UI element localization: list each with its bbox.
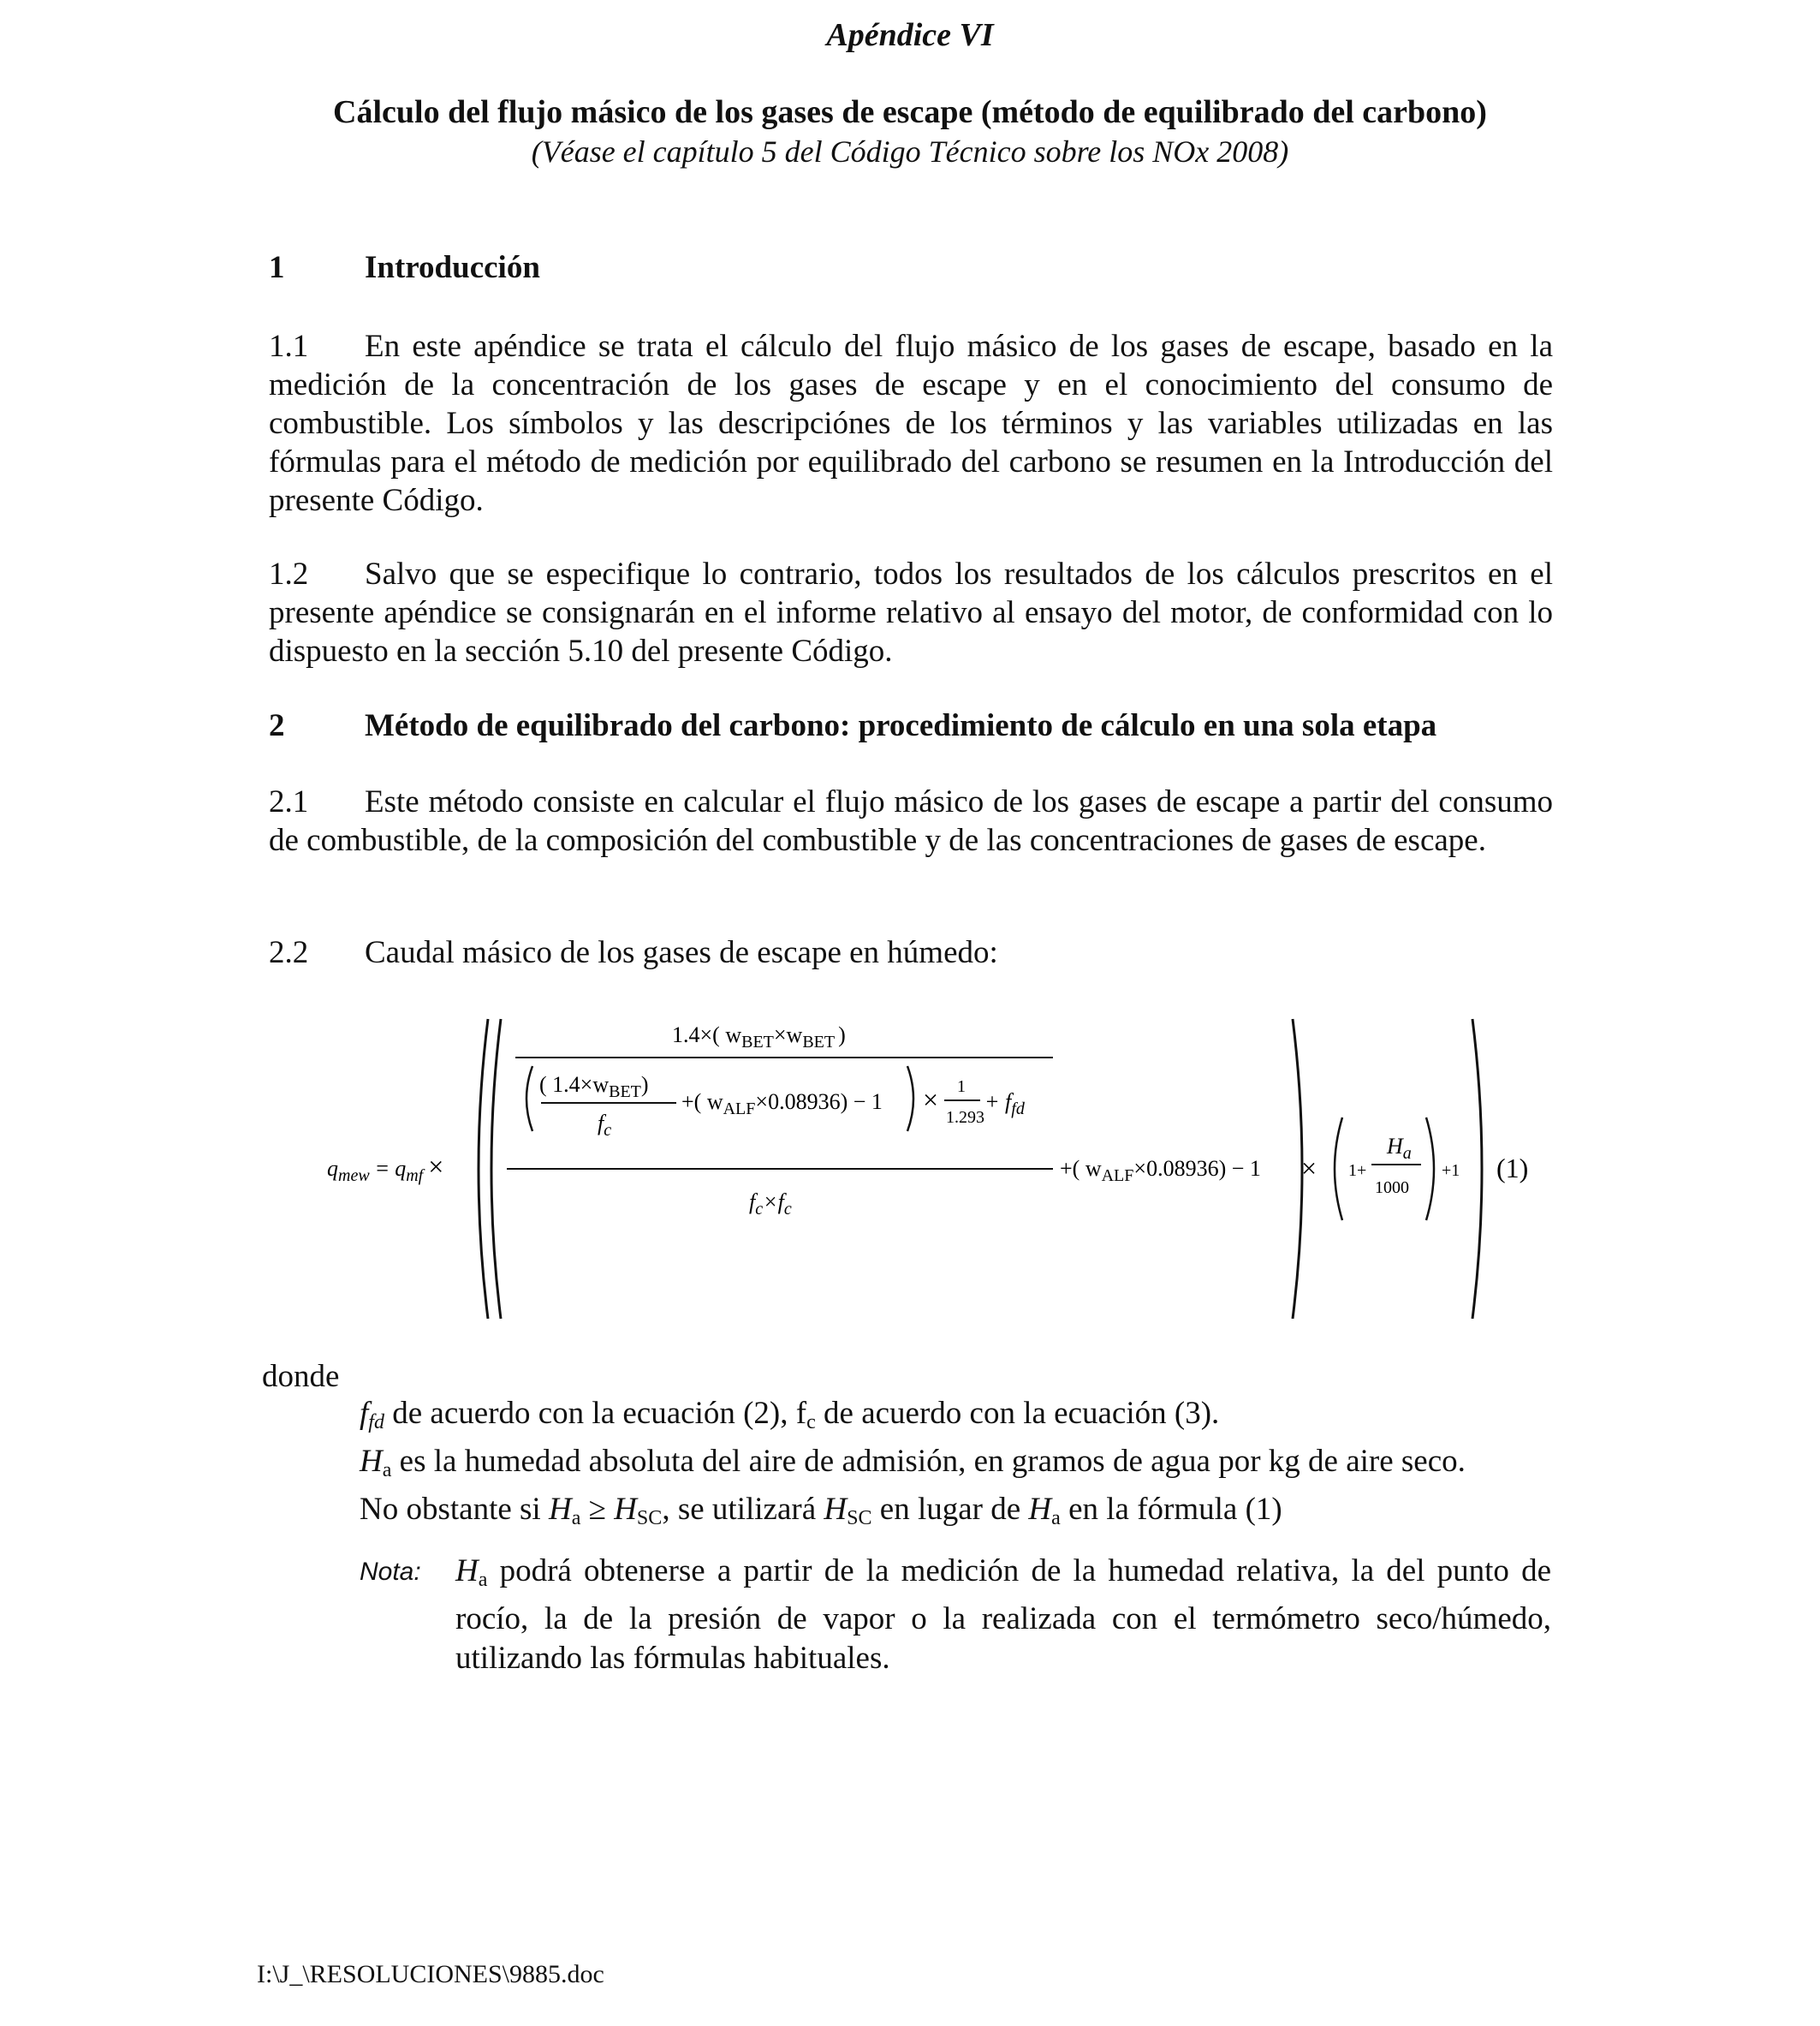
definition-ha: $H_a$ es la humedad absoluta del aire de admisión, en gramos de agua por kg de aire seco. bbox=[360, 1444, 1466, 1481]
inner-fc: $f_c$ bbox=[598, 1111, 612, 1140]
section-2-number: 2 bbox=[269, 708, 285, 743]
inner-left-paren bbox=[491, 1019, 501, 1319]
section-1-heading bbox=[269, 248, 540, 287]
document-heading: Cálculo del flujo másico de los gases de escape (método de equilibrado del carbono) bbox=[333, 94, 1487, 130]
paragraph-number: 2.1 bbox=[269, 784, 309, 819]
bottom-denominator: $f_c\times f_c$ bbox=[749, 1189, 792, 1219]
document-subheading: (Véase el capítulo 5 del Código Técnico sobre los NOx 2008) bbox=[531, 134, 1289, 169]
paragraph-1-1 bbox=[269, 327, 1553, 520]
plus-one: +1 bbox=[1442, 1161, 1460, 1180]
inner-paren-right bbox=[907, 1066, 913, 1131]
formula-lhs: $q_{mew} = q_{mf}$ × bbox=[327, 1151, 445, 1185]
paragraph-text: Caudal másico de los gases de escape en húmedo: bbox=[365, 935, 998, 970]
outer-alf-term: +( $w_{ALF}\times 0.08936) - 1$ bbox=[1060, 1156, 1261, 1185]
section-2-title: Método de equilibrado del carbono: procedimiento de cálculo en una sola etapa bbox=[365, 708, 1437, 743]
inner-times: × bbox=[923, 1084, 939, 1115]
outer-left-paren bbox=[479, 1019, 488, 1319]
paragraph-text: En este apéndice se trata el cálculo del flujo másico de los gases de escape, basado en la medición de la concentración de los gases de escape y en el conocimiento del consumo de combustible. Los símbolos y las descripciónes de los términos y las variables utilizadas en las fórmulas para el método de medición por equilibrado del carbono se resumen en la Introducción del presente Código. bbox=[269, 329, 1553, 518]
inner-one: 1 bbox=[957, 1077, 966, 1096]
outer-times: × bbox=[1301, 1153, 1317, 1183]
humidity-one-plus: 1+ bbox=[1348, 1161, 1367, 1180]
paragraph-2-1 bbox=[269, 783, 1553, 860]
note-label: Nota: bbox=[360, 1558, 421, 1586]
top-numerator: 1.4×( $w_{BET}\times w_{BET}$ ) bbox=[672, 1022, 846, 1052]
section-1-number: 1 bbox=[269, 250, 285, 285]
inner-paren-left bbox=[526, 1066, 532, 1131]
definition-hsc: No obstante si $H_a \ge H_{SC}$, se utilizará $H_{SC}$ en lugar de $H_a$ en la fórmula (1) bbox=[360, 1492, 1282, 1529]
humidity-1000: 1000 bbox=[1375, 1178, 1409, 1197]
inner-numerator: ( $1.4\times w_{BET}$) bbox=[539, 1072, 649, 1101]
appendix-title: Apéndice VI bbox=[826, 17, 994, 53]
big-right-paren-2 bbox=[1472, 1019, 1482, 1319]
section-2-heading bbox=[269, 706, 1436, 745]
section-1-title: Introducción bbox=[365, 250, 540, 285]
humidity-ha: $H_a$ bbox=[1387, 1134, 1412, 1163]
inner-alf-term: +( $w_{ALF}\times 0.08936) - 1$ bbox=[681, 1089, 883, 1118]
equation-number: (1) bbox=[1496, 1153, 1529, 1183]
paragraph-text: Salvo que se especifique lo contrario, todos los resultados de los cálculos prescritos en el presente apéndice se consignarán en el informe relativo al ensayo del motor, de conformidad con lo dispuesto en la sección 5.10 del presente Código. bbox=[269, 557, 1553, 669]
note-text: $H_a$ podrá obtenerse a partir de la medición de la humedad relativa, la del punto de rocío, la de la presión de vapor o la realizada con el termómetro seco/húmedo, utilizando las fórmulas habituales. bbox=[455, 1553, 1551, 1676]
paragraph-text: Este método consiste en calcular el flujo másico de los gases de escape a partir del consumo de combustible, de la composición del combustible y de las concentraciones de gases de escape. bbox=[269, 784, 1553, 858]
where-definitions bbox=[360, 1394, 1558, 1538]
humidity-paren-right bbox=[1426, 1117, 1434, 1220]
inner-ffd: + $f_{fd}$ bbox=[984, 1089, 1025, 1118]
paragraph-1-2 bbox=[269, 555, 1553, 670]
formula-1 bbox=[317, 1006, 1549, 1332]
paragraph-2-2 bbox=[269, 933, 1553, 972]
paragraph-number: 1.2 bbox=[269, 557, 309, 592]
inner-1293: 1.293 bbox=[946, 1108, 984, 1127]
paragraph-number: 2.2 bbox=[269, 935, 309, 970]
where-label: donde bbox=[262, 1359, 340, 1394]
humidity-paren-left bbox=[1335, 1117, 1342, 1220]
footer-file-path: I:\J_\RESOLUCIONES\9885.doc bbox=[257, 1960, 604, 1988]
paragraph-number: 1.1 bbox=[269, 329, 309, 364]
definition-ffd-fc: $f_{fd}$ de acuerdo con la ecuación (2), $f_c$ de acuerdo con la ecuación (3). bbox=[360, 1396, 1220, 1433]
